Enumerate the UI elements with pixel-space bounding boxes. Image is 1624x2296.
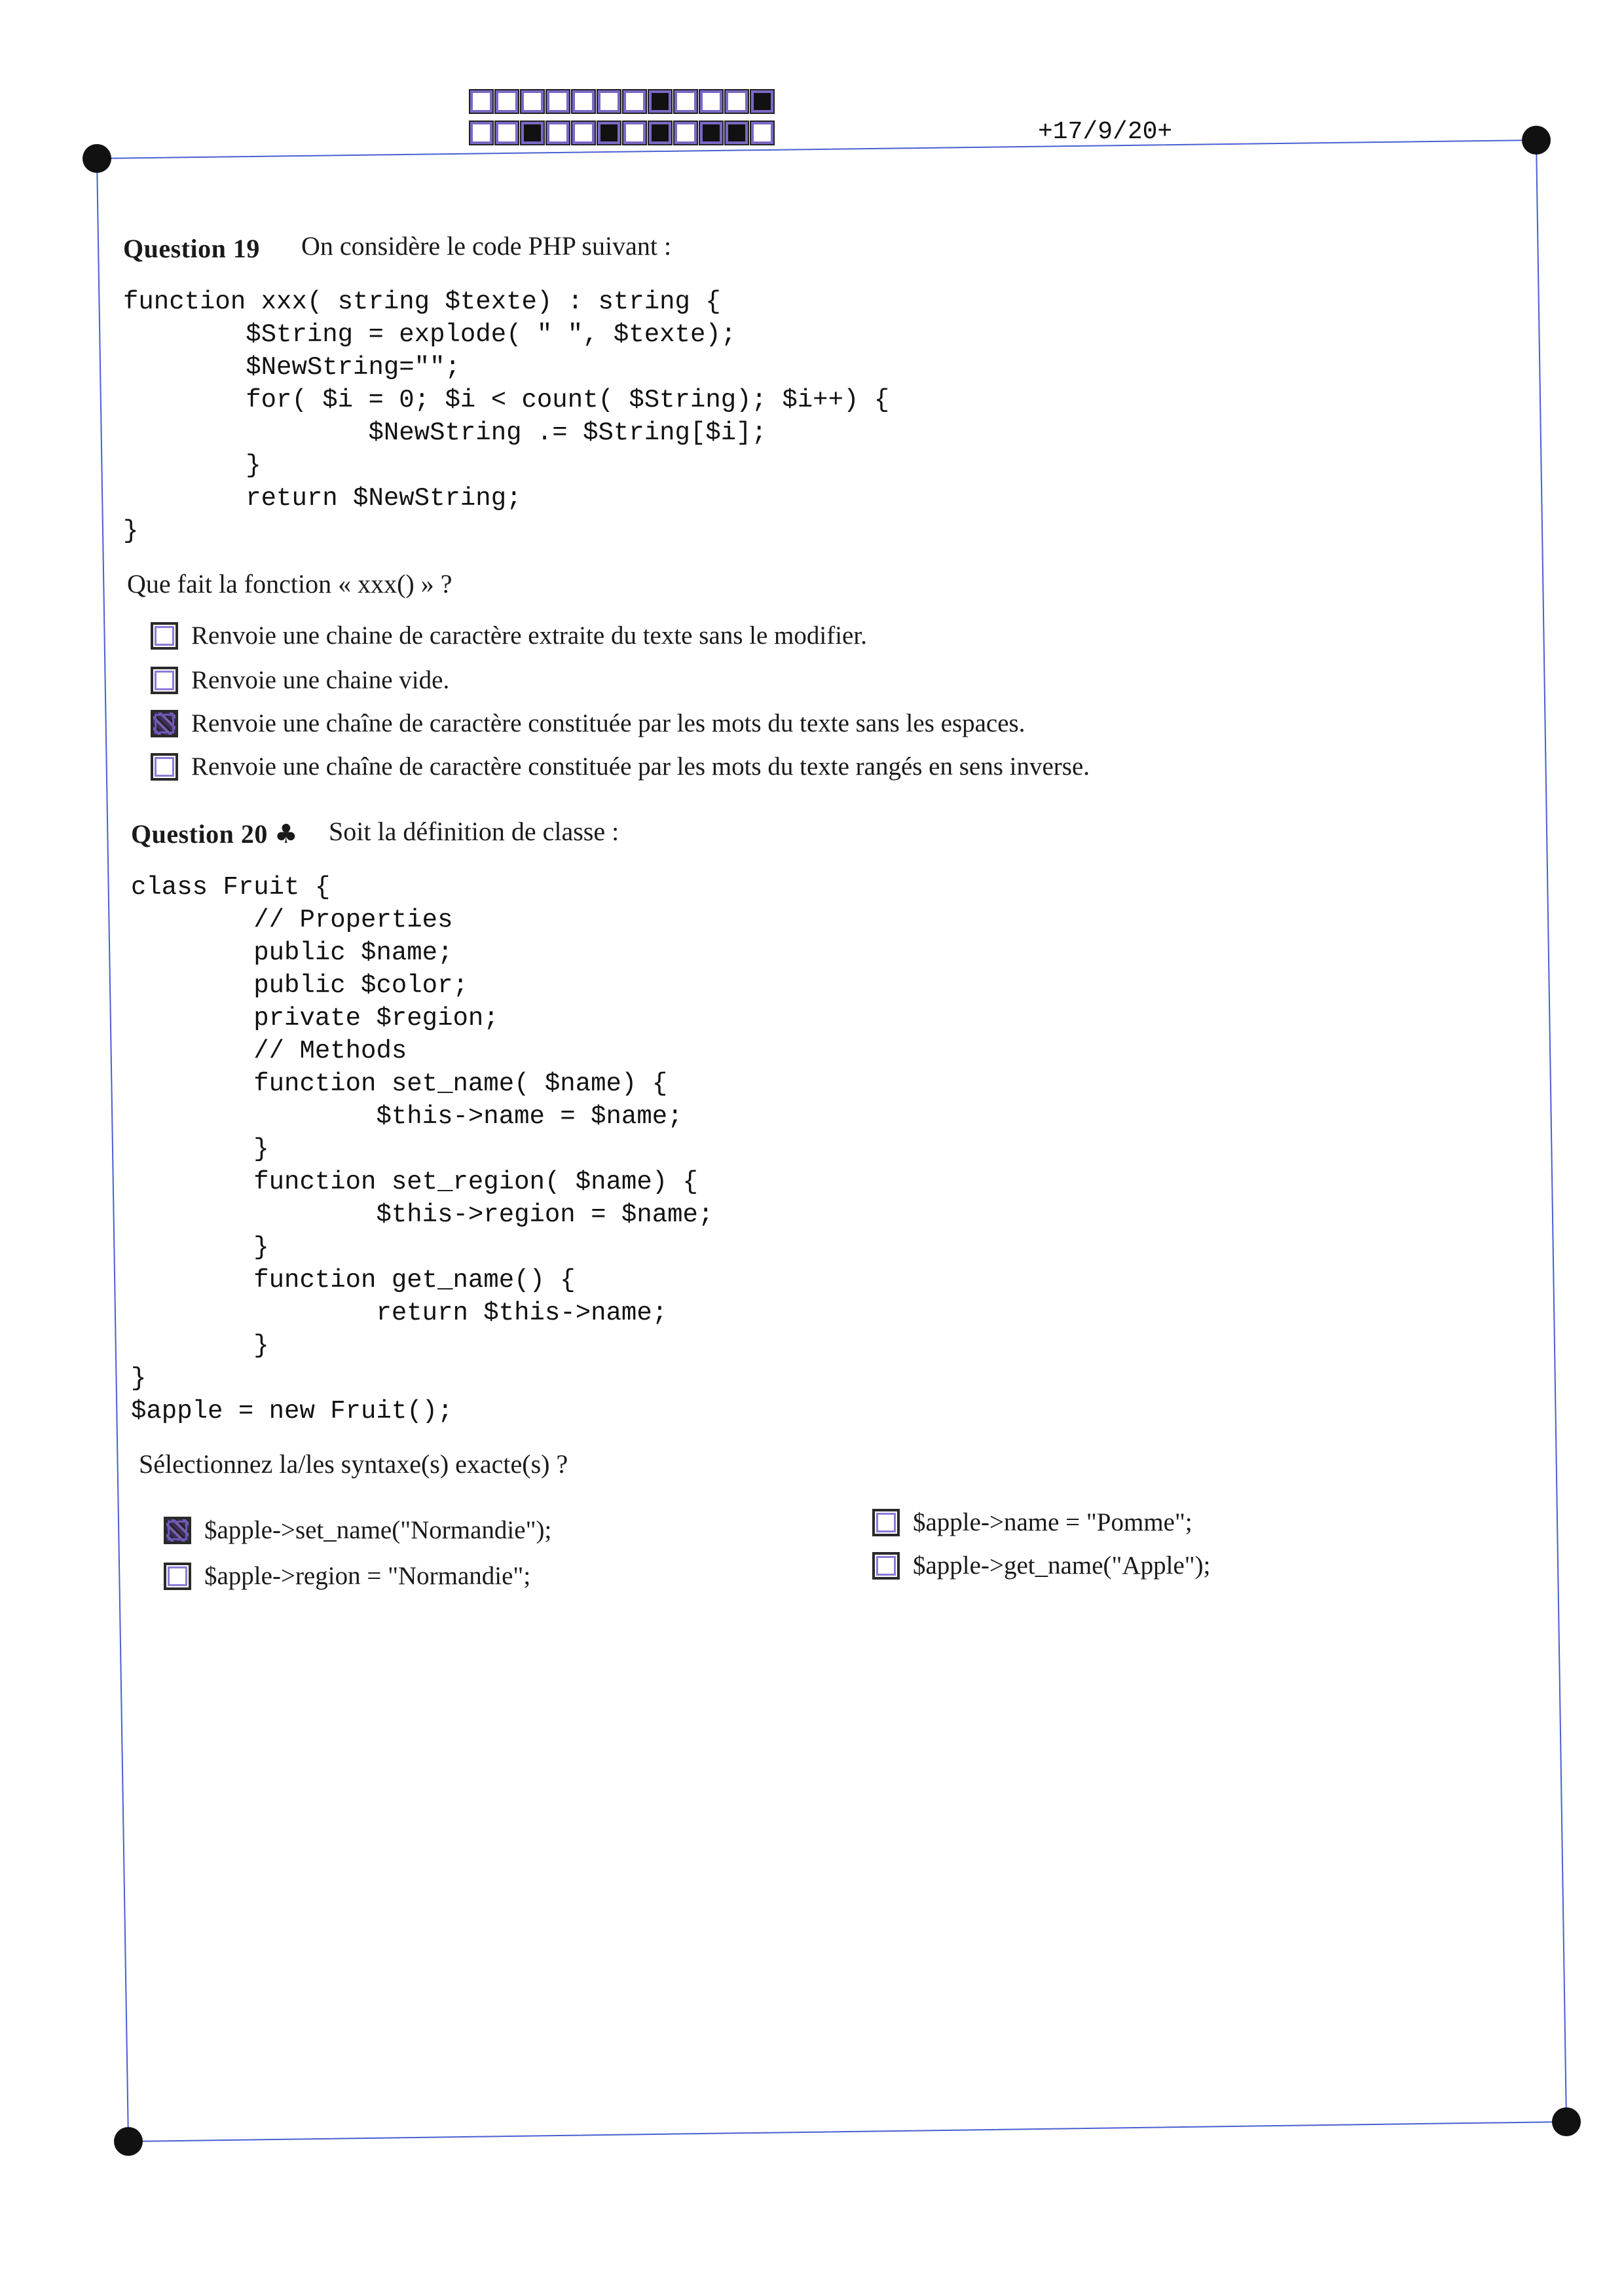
q19-answer-2-label: Renvoie une chaine vide. — [191, 666, 450, 694]
q20-answer-4-checkbox[interactable] — [872, 1552, 900, 1580]
corner-marker-top-right — [1522, 126, 1551, 155]
corner-marker-top-left — [83, 144, 111, 173]
id-code-cell — [598, 122, 620, 144]
id-code-row-2 — [470, 122, 777, 148]
id-code-cell — [623, 90, 646, 113]
multiple-answer-club-icon: ♣ — [274, 819, 298, 849]
corner-marker-bottom-left — [114, 2127, 143, 2156]
question-20-code: class Fruit { // Properties public $name; public $color; private $region; // Methods function set_name( $name) { $this->name = $name; } function set_region( $name) { $this->region = $name; } function get_name() { return $this->name; } } $apple = new Fruit(); — [131, 873, 714, 1426]
id-code-cell — [521, 90, 544, 113]
id-code-cell — [726, 122, 748, 144]
q19-answer-1[interactable] — [151, 621, 867, 650]
question-20-intro: Soit la définition de classe : — [329, 817, 619, 846]
id-code-cell — [674, 122, 697, 144]
q19-answer-1-checkbox[interactable] — [151, 622, 178, 650]
question-19-intro: On considère le code PHP suivant : — [301, 231, 672, 261]
question-19-header — [123, 233, 260, 264]
q20-answer-1[interactable] — [164, 1515, 551, 1545]
id-code-cell — [751, 122, 773, 144]
id-code-cell — [674, 90, 697, 113]
q19-answer-1-label: Renvoie une chaine de caractère extraite du texte sans le modifier. — [191, 621, 867, 650]
question-19-prompt: Que fait la fonction « xxx() » ? — [127, 569, 452, 599]
id-code-cell — [547, 90, 569, 113]
q20-answer-2[interactable] — [164, 1561, 530, 1591]
q19-answer-2[interactable] — [151, 665, 449, 695]
q20-answer-2-label: $apple->region = "Normandie"; — [204, 1562, 531, 1590]
page-id: +17/9/20+ — [1038, 118, 1173, 146]
id-code-cell — [649, 122, 671, 144]
q19-answer-3-label: Renvoie une chaîne de caractère constituée par les mots du texte sans les espaces. — [191, 709, 1025, 737]
q20-answer-4-label: $apple->get_name("Apple"); — [913, 1551, 1211, 1580]
id-code-cell — [572, 90, 595, 113]
id-code-cell — [572, 122, 595, 144]
id-code-cell — [623, 122, 646, 144]
id-code-cell — [547, 122, 569, 144]
id-code-cell — [521, 122, 544, 144]
q19-answer-2-checkbox[interactable] — [151, 667, 178, 694]
id-code-cell — [751, 90, 773, 113]
q19-answer-4[interactable] — [151, 752, 1090, 781]
q19-answer-4-label: Renvoie une chaîne de caractère constituée par les mots du texte rangés en sens inverse. — [191, 752, 1090, 781]
question-19-label: Question 19 — [123, 234, 260, 263]
question-20-prompt: Sélectionnez la/les syntaxe(s) exacte(s) ? — [139, 1449, 568, 1479]
id-code-cell — [470, 122, 492, 144]
q20-answer-1-checkbox[interactable] — [164, 1517, 191, 1544]
q20-answer-1-label: $apple->set_name("Normandie"); — [204, 1516, 552, 1544]
q20-answer-4[interactable] — [872, 1551, 1211, 1580]
question-20-header — [131, 819, 298, 849]
id-code-cell — [726, 90, 748, 113]
id-code-row-1 — [470, 90, 777, 117]
q20-answer-2-checkbox[interactable] — [164, 1563, 191, 1590]
question-20-label: Question 20 — [131, 819, 268, 849]
question-19-code: function xxx( string $texte) : string { $String = explode( " ", $texte); $NewString=""; for( $i = 0; $i < count( $String); $i++) { $NewString .= $String[$i]; } return $NewString; } — [123, 287, 890, 546]
q20-answer-3[interactable] — [872, 1508, 1192, 1537]
id-code-cell — [496, 90, 518, 113]
q20-answer-3-label: $apple->name = "Pomme"; — [913, 1508, 1192, 1536]
corner-marker-bottom-right — [1552, 2107, 1581, 2136]
id-code-cell — [470, 90, 492, 113]
q19-answer-3-checkbox[interactable] — [151, 710, 178, 737]
id-code-cell — [700, 122, 722, 144]
id-code-cell — [700, 90, 722, 113]
id-code-cell — [598, 90, 620, 113]
id-code-cell — [649, 90, 671, 113]
id-code-cell — [496, 122, 518, 144]
q19-answer-3[interactable] — [151, 709, 1025, 738]
q19-answer-4-checkbox[interactable] — [151, 753, 178, 781]
q20-answer-3-checkbox[interactable] — [872, 1509, 900, 1536]
